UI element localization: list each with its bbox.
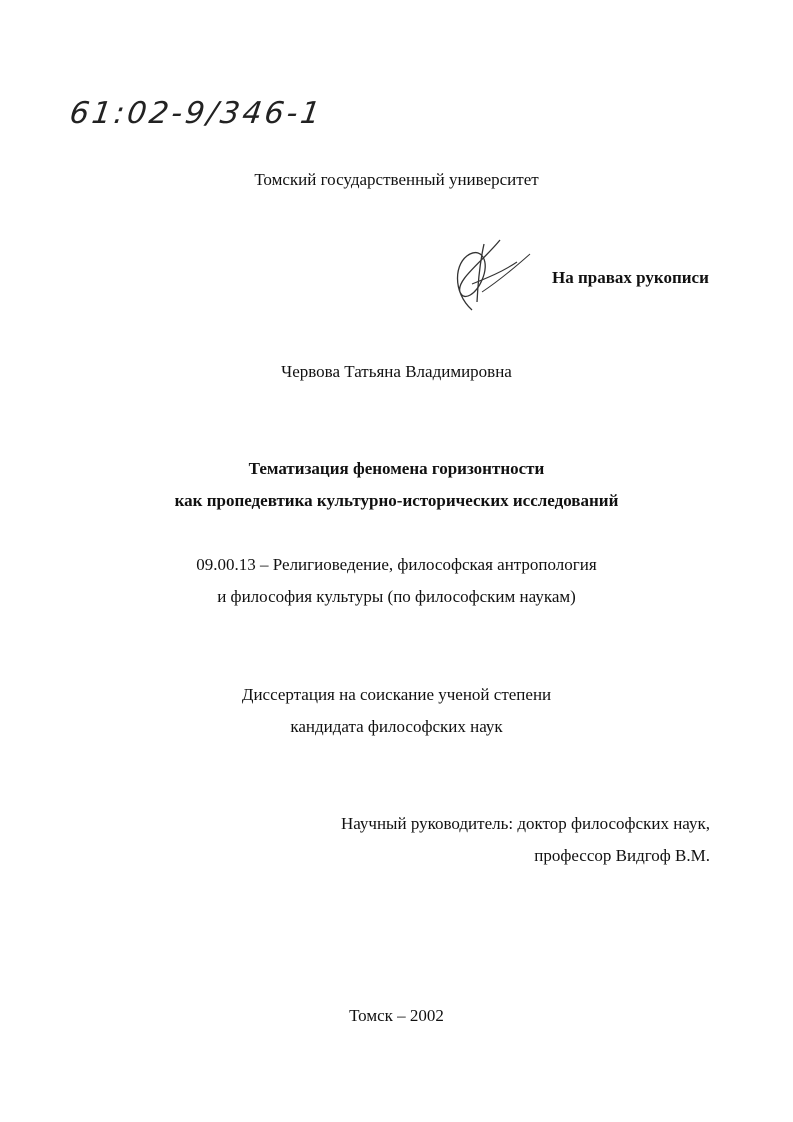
degree-line-1: Диссертация на соискание ученой степени xyxy=(241,685,552,704)
degree-line-2: кандидата философских наук xyxy=(290,717,503,736)
author-name: Червова Татьяна Владимировна xyxy=(281,362,512,381)
signature-image xyxy=(442,232,532,317)
manuscript-rights-label: На правах рукописи xyxy=(552,268,709,287)
title-line-1: Тематизация феномена горизонтности xyxy=(248,459,545,478)
supervisor-line-2: профессор Видгоф В.М. xyxy=(534,846,710,865)
title-line-2: как пропедевтика культурно-исторических исследований xyxy=(174,491,619,510)
supervisor-line-1: Научный руководитель: доктор философских наук, xyxy=(340,814,710,833)
archive-code-handwritten: 61:02-9/346-1 xyxy=(67,96,326,131)
university-name: Томский государственный университет xyxy=(254,170,539,189)
place-and-year: Томск – 2002 xyxy=(349,1006,444,1025)
specialty-line-1: 09.00.13 – Религиоведение, философская антропология xyxy=(196,555,597,574)
specialty-line-2: и философия культуры (по философским наукам) xyxy=(217,587,576,606)
